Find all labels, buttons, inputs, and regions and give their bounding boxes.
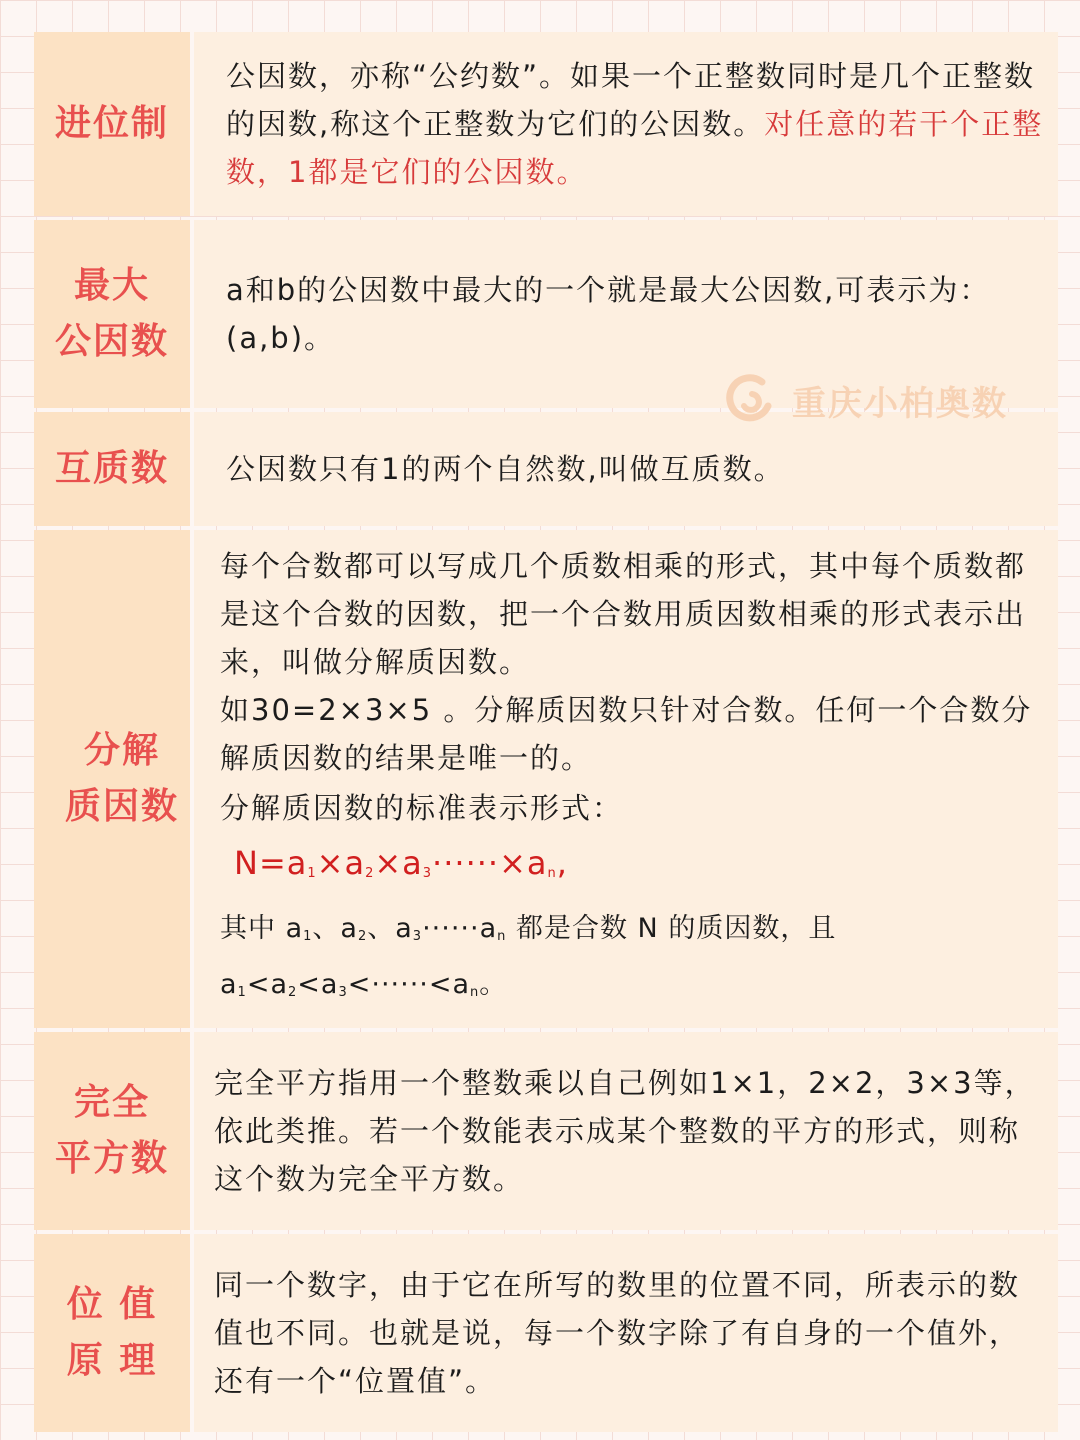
label-gcd [34, 220, 194, 408]
label-line: 进位制 [54, 103, 169, 144]
label-prime-factorization [34, 530, 194, 1028]
highlight-text: 对任意的若干个正整数，1都是它们的公因数。 [226, 107, 1044, 189]
label-line: 质因数 [64, 786, 179, 827]
definition-text: 公因数只有1的两个自然数,叫做互质数。 [226, 452, 785, 486]
label-perfect-square [34, 1032, 194, 1230]
label-line: 分解 [83, 730, 160, 771]
paragraph: 每个合数都可以写成几个质数相乘的形式，其中每个质数都是这个合数的因数，把一个合数用质因数相乘的形式表示出来，叫做分解质因数。 [220, 548, 1027, 679]
content-radix [194, 32, 1058, 216]
content-coprime [194, 412, 1058, 526]
definition-text: 同一个数字，由于它在所写的数里的位置不同，所表示的数值也不同。也就是说，每一个数字除了有自身的一个值外，还有一个“位置值”。 [214, 1268, 1021, 1398]
definition-text: 公因数，亦称“公约数”。如果一个正整数同时是几个正整数的因数,称这个正整数为它们的公因数。对任意的若干个正整数，1都是它们的公因数。 [226, 59, 1044, 189]
paragraph: 如30=2×3×5 。分解质因数只针对合数。任何一个合数分解质因数的结果是唯一的。 [220, 692, 1033, 775]
concept-table [34, 32, 1058, 1432]
formula: $N=a_1\times a_2\times a_3\cdot\cdot\cdot\cdot\cdot\cdot\times a_n$, [234, 843, 568, 882]
content-prime-factorization [194, 530, 1058, 1028]
content-place-value [194, 1234, 1058, 1432]
label-line: 互质数 [54, 448, 169, 489]
label-place-value [34, 1234, 194, 1432]
content-perfect-square [194, 1032, 1058, 1230]
definition-text: a和b的公因数中最大的一个就是最大公因数,可表示为：(a,b)。 [226, 273, 991, 355]
watermark-text: 重庆小柏奥数 [792, 383, 1008, 424]
paragraph: 分解质因数的标准表示形式： [220, 790, 624, 825]
label-coprime [34, 412, 194, 526]
label-line: 公因数 [54, 321, 169, 362]
label-line: 位 值 [66, 1284, 158, 1325]
formula-note: 其中 $a_1$、$a_2$、$a_3\cdot\cdot\cdot\cdot\cdot\cdot a_n$ 都是合数 N 的质因数，且 $a_1<a_2<a_3<\cdot\cdot\cdot\cdot\cdot\cdot<a_n$。 [220, 912, 837, 1000]
content-gcd [194, 220, 1058, 408]
definition-text: 完全平方指用一个整数乘以自己例如1×1，2×2，3×3等，依此类推。若一个数能表示成某个整数的平方的形式，则称这个数为完全平方数。 [214, 1066, 1036, 1196]
label-line: 最大 [73, 265, 150, 306]
label-radix [34, 32, 194, 216]
label-line: 原 理 [66, 1340, 158, 1381]
label-line: 完全 [73, 1082, 150, 1123]
label-line: 平方数 [54, 1138, 169, 1179]
